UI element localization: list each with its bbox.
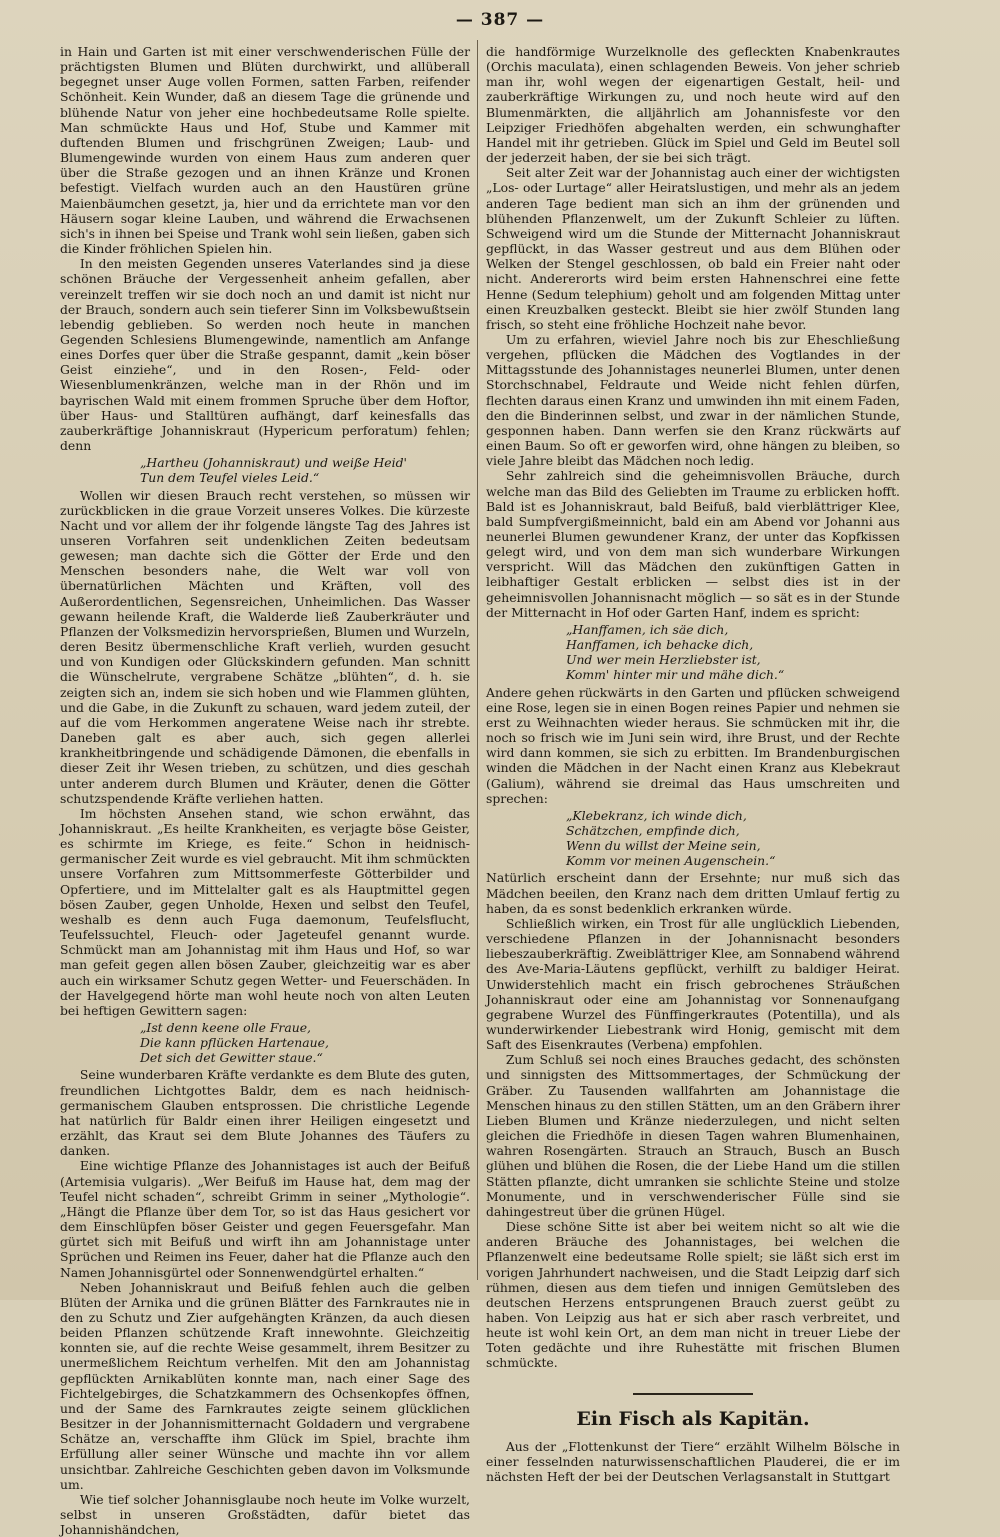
- paragraph: Andere gehen rückwärts in den Garten und pflücken schweigend eine Rose, legen sie in einen Bogen reines Papier und nehmen sie erst zu Weihnachten wieder heraus. Sie schmücken mit ihr, die noch so frisch wie im Juni sein wird, ihre Brust, und der Rechte wird dann kommen, sie sich zu erbitten. Im Brandenburgischen winden die Mädchen in der Nacht einen Kranz aus Klebekraut (Galium), während sie dreimal das Haus umschreiten und sprechen:: [486, 684, 900, 806]
- paragraph: In den meisten Gegenden unseres Vaterlandes sind ja diese schönen Bräuche der Vergessenheit anheim gefallen, aber vereinzelt treffen wir sie doch noch an und damit ist nicht nur der Brauch, sondern auch sein tieferer Sinn im Volksbewußtsein lebendig geblieben. So werden noch heute in manchen Gegenden Schlesiens Blumengewinde, namentlich am Anfange eines Dorfes quer über die Straße gespannt, damit „kein böser Geist einziehe“, und in den Rosen-, Feld- oder Wiesenblumenkränzen, welche man in der Rhön und im bayrischen Wald mit einem frommen Spruche über dem Hoftor, über Haus- und Stalltüren aufhängt, darf keinesfalls das zauberkräftige Johanniskraut (Hypericum perforatum) fehlen; denn: [60, 256, 470, 454]
- left-column: [60, 44, 470, 1537]
- paragraph: Seit alter Zeit war der Johannistag auch einer der wichtigsten „Los- oder Lurtage“ aller Heiratslustigen, und mehr als an jedem anderen Tage bedient man sich an ihm der grünenden und blühenden Pflanzenwelt, um der Zukunft Schleier zu lüften. Schweigend wird um die Stunde der Mitternacht Johanniskraut gepflückt, in das Wasser gestreut und aus dem Blühen oder Welken der Stengel geschlossen, ob bald ein Freier naht oder nicht. Andererorts wird beim ersten Hahnenschrei eine fette Henne (Sedum telephium) geholt und am folgenden Mittag unter einen Kreuzbalken gesteckt. Bleibt sie hier zwölf Stunden lang frisch, so steht eine fröhliche Hochzeit nahe bevor.: [486, 165, 900, 332]
- paragraph: Aus der „Flottenkunst der Tiere“ erzählt Wilhelm Bölsche in einer fesselnden naturwissenschaftlichen Plauderei, die er im nächsten Heft der bei der Deutschen Verlagsanstalt in Stuttgart: [486, 1438, 900, 1484]
- paragraph: Schließlich wirken, ein Trost für alle unglücklich Liebenden, verschiedene Pflanzen in der Johannisnacht besonders liebeszauberkräftig. Zweiblättriger Klee, am Sonnabend während des Ave-Maria-Läutens gepflückt, verhilft zu baldiger Heirat. Unwiderstehlich macht ein frisch gebrochenes Sträußchen Johanniskraut oder eine am Johannistag vor Sonnenaufgang gegrabene Wurzel des Fünffingerkrautes (Potentilla), und als wunderwirkender Liebestrank wird Honig, gemischt mit dem Saft des Eisenkrautes (Verbena) empfohlen.: [486, 915, 900, 1053]
- verse: „Hanffamen, ich säe dich, Hanffamen, ich behacke dich, Und wer mein Herzliebster ist, Komm' hinter mir und mähe dich.“: [566, 621, 785, 683]
- paragraph: Im höchsten Ansehen stand, wie schon erwähnt, das Johanniskraut. „Es heilte Krankheiten, es verjagte böse Geister, es schirmte im Kriege, es feite.“ Schon in heidnisch-germanischer Zeit wurde es viel gebraucht. Mit ihm schmückten unsere Vorfahren zum Mittsommerfeste Götterbilder und Opfertiere, und im Mittelalter galt es als Hauptmittel gegen bösen Zauber, gegen Unholde, Hexen und selbst den Teufel, weshalb es denn auch Fuga daemonum, Teufelsflucht, Teufelssuchtel, Fleuch- oder Jageteufel genannt wurde. Schmückt man am Johannistag mit ihm Haus und Hof, so war man gefeit gegen allen bösen Zauber, gleichzeitig war es aber auch ein wirksamer Schutz gegen Wetter- und Feuerschäden. In der Havelgegend hörte man wohl heute noch von alten Leuten bei heftigen Gewittern sagen:: [60, 805, 470, 1018]
- paragraph: Neben Johanniskraut und Beifuß fehlen auch die gelben Blüten der Arnika und die grünen Blätter des Farnkrautes nie in den zu Schutz und Zier aufgehängten Kränzen, da auch diesen beiden Pflanzen schützende Kraft innewohnte. Gleichzeitig konnten sie, auf die rechte Weise gesammelt, ihrem Besitzer zu unermeßlichem Reichtum verhelfen. Mit den am Johannistag gepflückten Arnikablüten konnte man, nach einer Sage des Fichtelgebirges, die Schatzkammern des Ochsenkopfes öffnen, und der Same des Farnkrautes zeigte seinem glücklichen Besitzer in der Johannismitternacht Goldadern und vergrabene Schätze an, verschaffte ihm Glück im Spiel, brachte ihm Erfüllung aller seiner Wünsche und machte ihn vor allem unsichtbar. Zahlreiche Geschichten geben davon im Volksmunde um.: [60, 1279, 470, 1492]
- paragraph: die handförmige Wurzelknolle des gefleckten Knabenkrautes (Orchis maculata), einen schlagenden Beweis. Von jeher schrieb man ihr, wohl wegen der eigenartigen Gestalt, heil- und zauberkräftige Wirkungen zu, und noch heute wird auf den Blumenmärkten, die alljährlich am Johannisfeste vor den Leipziger Friedhöfen abgehalten werden, ein schwunghafter Handel mit ihr getrieben. Glück im Spiel und Geld im Beutel soll der jederzeit haben, der sie bei sich trägt.: [486, 44, 900, 166]
- right-column: [486, 44, 900, 1484]
- paragraph: in Hain und Garten ist mit einer verschwenderischen Fülle der prächtigsten Blumen und Blüten durchwirkt, und allüberall begegnet unser Auge vollen Formen, satten Farben, reifender Schönheit. Kein Wunder, daß an diesem Tage die grünende und blühende Natur von jeher eine hochbedeutsame Rolle spielte. Man schmückte Haus und Hof, Stube und Kammer mit duftenden Blumen und frischgrünen Zweigen; Laub- und Blumengewinde wurden von einem Haus zum anderen quer über die Straße gezogen und an ihnen Kränze und Kronen befestigt. Vielfach wurden auch an den Haustüren grüne Maienbäumchen gesetzt, ja, hier und da errichtete man vor den Häusern sogar kleine Lauben, und während die Erwachsenen sich's in ihnen bei Speise und Trank wohl sein ließen, gaben sich die Kinder fröhlichen Spielen hin.: [60, 44, 470, 257]
- article-separator: [633, 1393, 753, 1395]
- column-divider: [477, 40, 478, 1280]
- paragraph: Seine wunderbaren Kräfte verdankte es dem Blute des guten, freundlichen Lichtgottes Baldr, dem es nach heidnisch-germanischem Glauben entsprossen. Die christliche Legende hat natürlich für Baldr einen ihrer Heiligen eingesetzt und erzählt, das Kraut sei dem Blute Johannes des Täufers zu danken.: [60, 1067, 470, 1159]
- paragraph: Wie tief solcher Johannisglaube noch heute im Volke wurzelt, selbst in unseren Großstädten, dafür bietet das Johannishändchen,: [60, 1491, 470, 1537]
- page-number: — 387 —: [455, 10, 545, 30]
- paragraph: Natürlich erscheint dann der Ersehnte; nur muß sich das Mädchen beeilen, den Kranz nach dem dritten Umlauf fertig zu haben, da es sonst bedenklich erkranken würde.: [486, 870, 900, 916]
- article-headline: Ein Fisch als Kapitän.: [576, 1407, 810, 1430]
- paragraph: Diese schöne Sitte ist aber bei weitem nicht so alt wie die anderen Bräuche des Johannistages, bei welchen die Pflanzenwelt eine bedeutsame Rolle spielt; sie läßt sich erst im vorigen Jahrhundert nachweisen, und die Stadt Leipzig darf sich rühmen, diesen aus dem tiefen und innigen Gemütsleben des deutschen Herzens entsprungenen Brauch zuerst geübt zu haben. Von Leipzig aus hat er sich aber rasch verbreitet, und heute ist wohl kein Ort, an dem man nicht in treuer Liebe der Toten gedächte und ihre Ruhestätte mit frischen Blumen schmückte.: [486, 1219, 900, 1371]
- paragraph: Zum Schluß sei noch eines Brauches gedacht, des schönsten und sinnigsten des Mittsommertages, der Schmückung der Gräber. Zu Tausenden wallfahrten am Johannistage die Menschen hinaus zu den stillen Stätten, um an den Gräbern ihrer Lieben Blumen und Kränze niederzulegen, und nicht selten gleichen die Friedhöfe in diesen Tagen wahren Blumenhainen, wahren Rosengärten. Strauch an Strauch, Busch an Busch glühen und blühen die Rosen, die der Liebe Hand um die stillen Stätten pflanzte, dicht umranken sie schlichte Steine und stolze Monumente, und in verschwenderischer Fülle sind sie dahingestreut über die grünen Hügel.: [486, 1052, 900, 1219]
- paragraph: Um zu erfahren, wieviel Jahre noch bis zur Eheschließung vergehen, pflücken die Mädchen des Vogtlandes in der Mittagsstunde des Johannistages neunerlei Blumen, unter denen Storchschnabel, Feldraute und Weide nicht fehlen dürfen, flechten daraus einen Kranz und umwinden ihn mit einem Faden, den die Binderinnen selbst, und zwar in der nämlichen Stunde, gesponnen haben. Dann werfen sie den Kranz rückwärts auf einen Baum. So oft er geworfen wird, ohne hängen zu bleiben, so viele Jahre bleibt das Mädchen noch ledig.: [486, 331, 900, 469]
- verse: „Klebekranz, ich winde dich, Schätzchen, empfinde dich, Wenn du willst der Meine sein, Komm vor meinen Augenschein.“: [566, 807, 776, 869]
- verse: „Hartheu (Johanniskraut) und weiße Heid' Tun dem Teufel vieles Leid.“: [140, 455, 407, 486]
- paragraph: Sehr zahlreich sind die geheimnisvollen Bräuche, durch welche man das Bild des Geliebten im Traume zu erblicken hofft. Bald ist es Johanniskraut, bald Beifuß, bald vierblättriger Klee, bald Sumpfvergißmeinnicht, bald ein am Abend vor Johanni aus neunerlei Blumen gewundener Kranz, der unter das Kopfkissen gelegt wird, und von dem man sich wunderbare Wirkungen verspricht. Will das Mädchen den zukünftigen Gatten in leibhaftiger Gestalt erblicken — selbst dies ist in der geheimnisvollen Johannisnacht möglich — so sät es in der Stunde der Mitternacht in Hof oder Garten Hanf, indem es spricht:: [486, 468, 900, 620]
- verse: „Ist denn keene olle Fraue, Die kann pflücken Hartenaue, Det sich det Gewitter staue.“: [140, 1020, 329, 1066]
- paragraph: Wollen wir diesen Brauch recht verstehen, so müssen wir zurückblicken in die graue Vorzeit unseres Volkes. Die kürzeste Nacht und vor allem der ihr folgende längste Tag des Jahres ist unseren Vorfahren seit undenklichen Zeiten bedeutsam gewesen; man dachte sich die Götter der Erde und den Menschen besonders nahe, die Welt war voll von übernatürlichen Mächten und Kräften, voll des Außerordentlichen, Segensreichen, Unheimlichen. Das Wasser gewann heilende Kraft, die Walderde ließ Zauberkräuter und Pflanzen der Volksmedizin hervorsprießen, Blumen und Wurzeln, deren Besitz übermenschliche Kraft verlieh, wurden gesucht und von Kundigen oder Glückskindern gefunden. Man schnitt die Wünschelrute, vergrabene Schätze „blühten“, d. h. sie zeigten sich an, indem sie sich hoben und wie Flammen glühten, und die Gabe, in die Zukunft zu schauen, ward jedem zuteil, der auf die vom Herkommen angeratene Weise nach ihr strebte. Daneben galt es aber auch, sich gegen allerlei krankheitbringende und schädigende Dämonen, die ebenfalls in dieser Zeit ihr Wesen trieben, zu schützen, und dies geschah unter anderem durch Blumen und Kräuter, denen die Götter schutzspendende Kräfte verliehen hatten.: [60, 487, 470, 806]
- paragraph: Eine wichtige Pflanze des Johannistages ist auch der Beifuß (Artemisia vulgaris). „Wer Beifuß im Hause hat, dem mag der Teufel nicht schaden“, schreibt Grimm in seiner „Mythologie“. „Hängt die Pflanze über dem Tor, so ist das Haus gesichert vor dem Einschlüpfen böser Geister und gegen Feuersgefahr. Man gürtet sich mit Beifuß und wirft ihn am Johannistage unter Sprüchen und Reimen ins Feuer, daher hat die Pflanze auch den Namen Johannisgürtel oder Sonnenwendgürtel erhalten.“: [60, 1158, 470, 1280]
